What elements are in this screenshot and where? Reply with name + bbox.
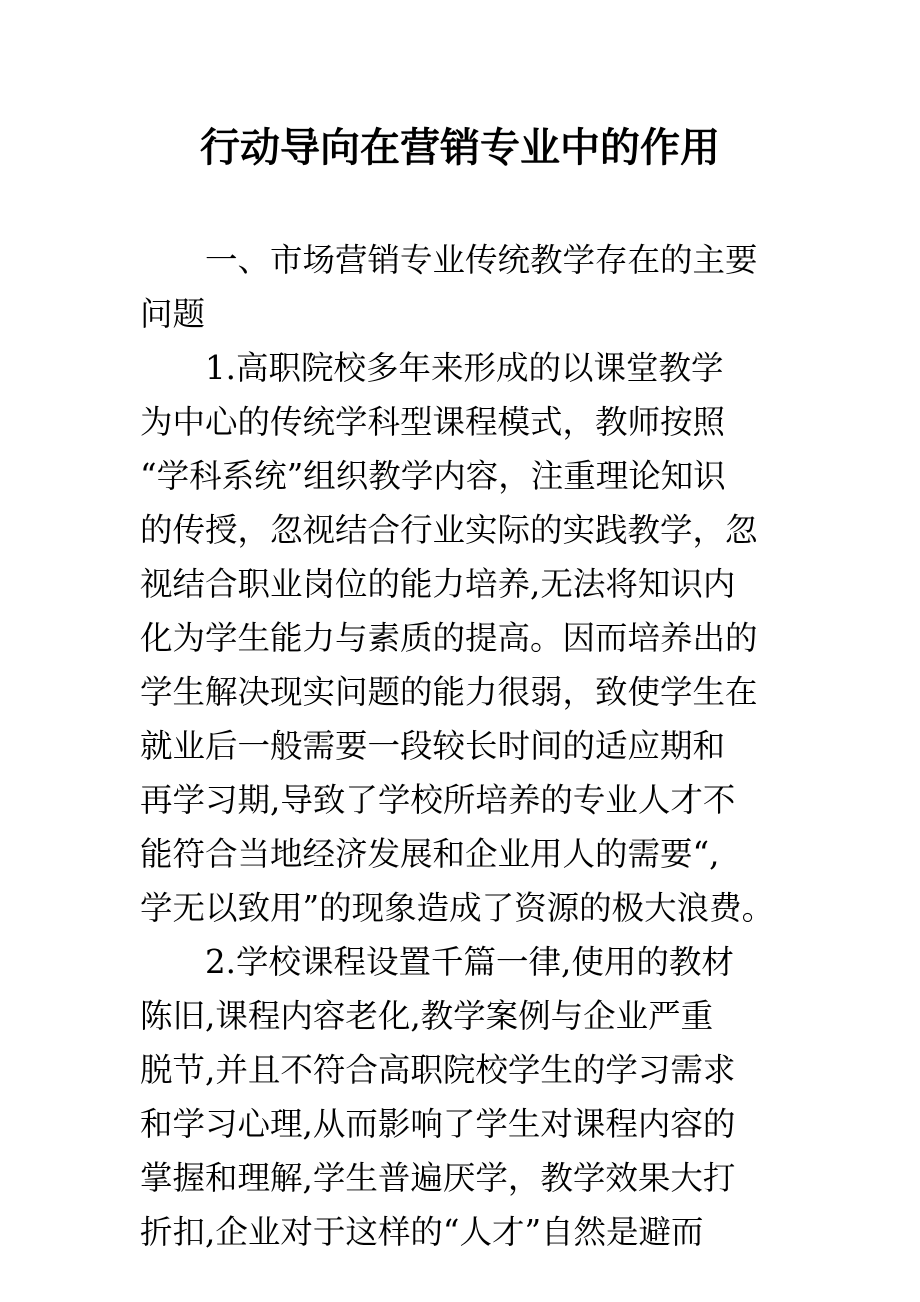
paragraph-line: 的传授，忽视结合行业实际的实践教学，忽: [140, 511, 758, 549]
paragraph-line: “学科系统”组织教学内容，注重理论知识: [140, 457, 726, 495]
paragraph-line: 1.高职院校多年来形成的以课堂教学: [205, 349, 724, 387]
paragraph-line: 视结合职业岗位的能力培养,无法将知识内: [140, 565, 736, 603]
paragraph-line: 折扣,企业对于这样的“人才”自然是避而: [140, 1213, 704, 1251]
paragraph-line: 为中心的传统学科型课程模式，教师按照: [140, 403, 726, 441]
paragraph-line: 学生解决现实问题的能力很弱，致使学生在: [140, 673, 758, 711]
paragraph-line: 陈旧,课程内容老化,教学案例与企业严重: [140, 997, 714, 1035]
paragraph-line: 和学习心理,从而影响了学生对课程内容的: [140, 1105, 736, 1143]
paragraph-line: 能符合当地经济发展和企业用人的需要“,: [140, 835, 720, 873]
section-heading-line: 问题: [140, 295, 206, 333]
paragraph-line: 就业后一般需要一段较长时间的适应期和: [140, 727, 726, 765]
paragraph-line: 再学习期,导致了学校所培养的专业人才不: [140, 781, 736, 819]
document-body: [140, 233, 780, 1259]
paragraph-line: 2.学校课程设置千篇一律,使用的教材: [205, 943, 734, 981]
paragraph-line: 化为学生能力与素质的提高。因而培养出的: [140, 619, 758, 657]
paragraph-line: 脱节,并且不符合高职院校学生的学习需求: [140, 1051, 736, 1089]
document-title: 行动导向在营销专业中的作用: [200, 125, 720, 171]
section-heading-line: 一、市场营销专业传统教学存在的主要: [205, 241, 758, 279]
paragraph-line: 掌握和理解,学生普遍厌学，教学效果大打: [140, 1159, 736, 1197]
paragraph-line: 学无以致用”的现象造成了资源的极大浪费。: [140, 889, 775, 927]
